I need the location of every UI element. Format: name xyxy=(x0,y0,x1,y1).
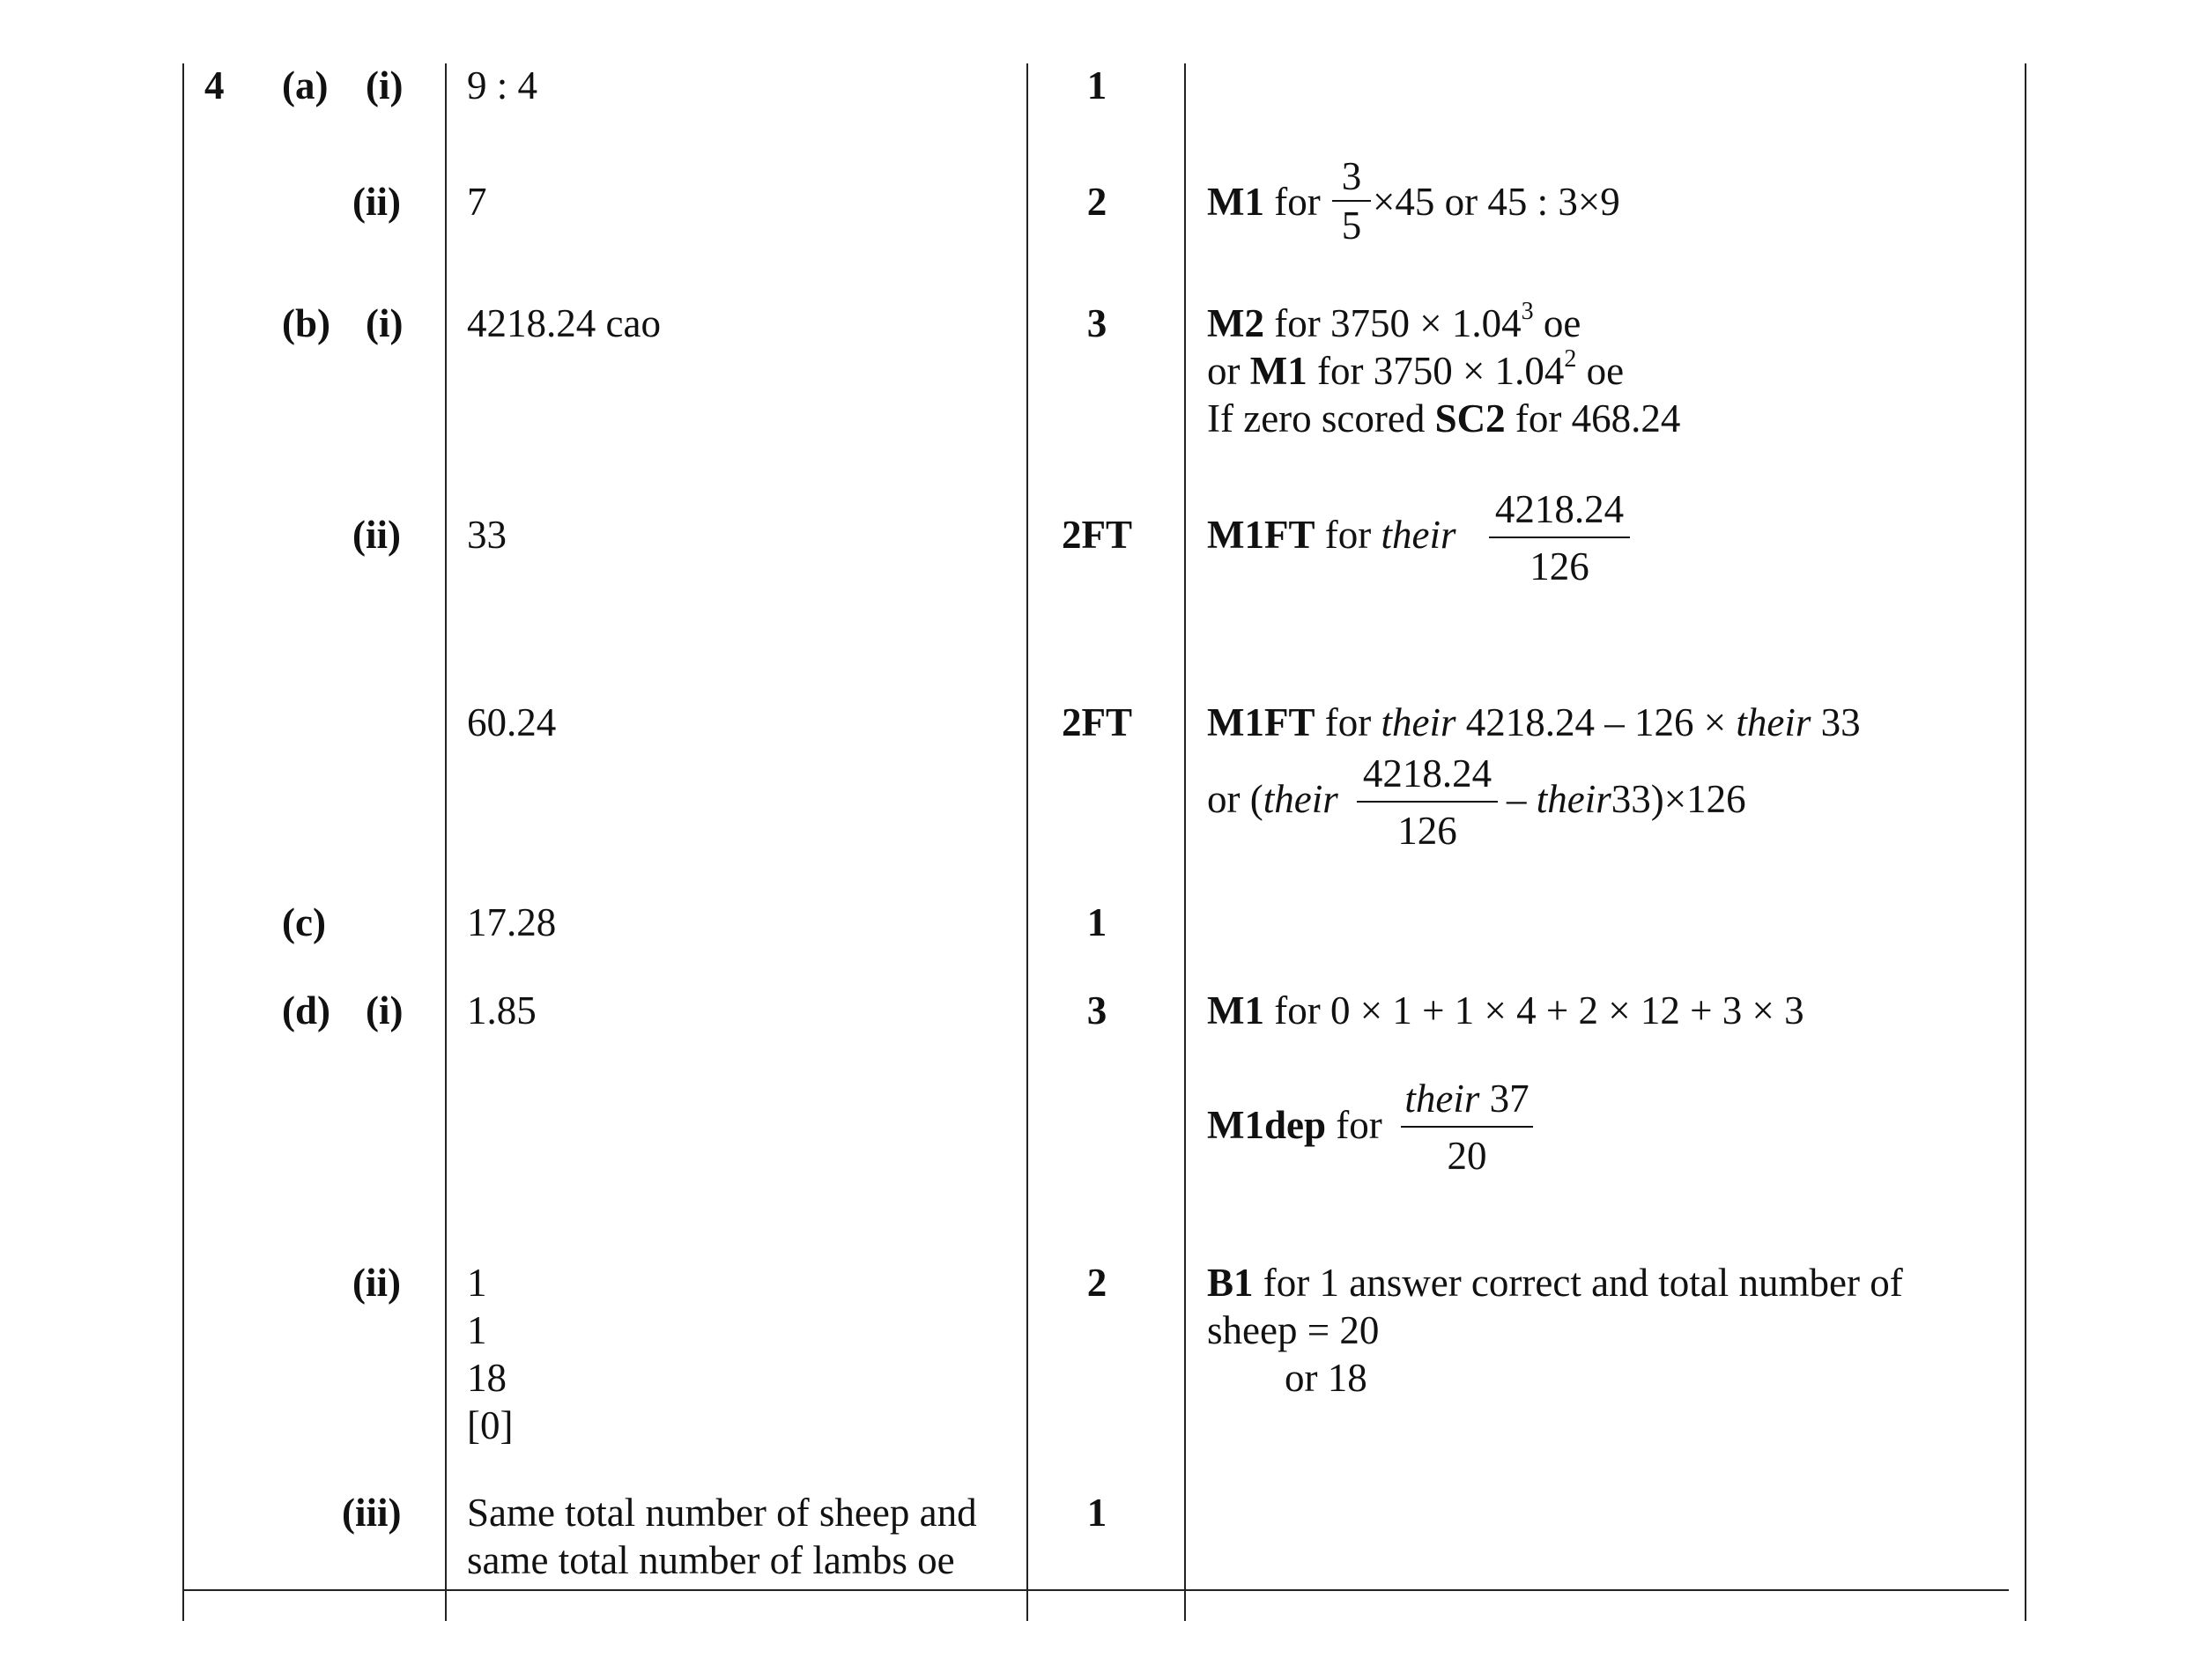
note-b-iii-line1-tail: 33 xyxy=(1811,700,1861,744)
note-b-iii-line1-their: their xyxy=(1381,700,1456,744)
fraction-their37-value: 37 xyxy=(1479,1077,1530,1121)
note-b-i-line2-or: or xyxy=(1207,349,1250,393)
note-b-iii-line2-their: their xyxy=(1263,777,1338,821)
fraction-their37-over-20-bar xyxy=(1401,1126,1533,1128)
mark-b-i: 3 xyxy=(1086,301,1107,345)
note-b-i-line1-text: for 3750 × 1.04 xyxy=(1263,301,1522,345)
fraction-4218-over-126-b-numerator: 4218.24 xyxy=(1362,751,1492,796)
fraction-their37-over-20 xyxy=(1401,1077,1533,1178)
note-b-iii-line1-their2: their xyxy=(1736,700,1811,744)
mark-a-i: 1 xyxy=(1086,63,1107,107)
note-d-i-line1-text: for 0 × 1 + 1 × 4 + 2 × 12 + 3 × 3 xyxy=(1263,988,1804,1032)
note-d-ii-line1-mark: B1 xyxy=(1207,1261,1254,1305)
mark-b-iii: 2FT xyxy=(1061,700,1132,744)
note-b-iii-line2-start xyxy=(1207,775,1338,823)
mark-b-ii: 2FT xyxy=(1061,513,1132,557)
subpart-label-b-ii: (ii) xyxy=(352,513,401,557)
mark-d-ii: 2 xyxy=(1086,1261,1107,1305)
part-label-c: (c) xyxy=(282,900,326,944)
answer-d-ii-line3: 18 xyxy=(467,1356,507,1400)
answer-a-i: 9 : 4 xyxy=(467,63,538,107)
note-b-i-line1 xyxy=(1207,300,1581,347)
note-b-i-line3-mark: SC2 xyxy=(1434,396,1506,440)
note-b-iii-line2-minus: – xyxy=(1507,777,1537,821)
fraction-4218-over-126-bar xyxy=(1489,537,1630,538)
fraction-three-fifths xyxy=(1332,154,1371,248)
part-label-b: (b) xyxy=(282,301,330,345)
note-b-i-line1-exponent: 3 xyxy=(1521,298,1534,325)
fraction-4218-over-126-b-denominator: 126 xyxy=(1397,809,1457,853)
fraction-three-fifths-denominator: 5 xyxy=(1341,204,1362,248)
subpart-label-b-i: (i) xyxy=(366,301,404,345)
subpart-label-d-ii: (ii) xyxy=(352,1261,401,1305)
table-border-right xyxy=(2025,63,2026,1621)
note-b-i-line2 xyxy=(1207,347,1624,395)
answer-b-iii: 60.24 xyxy=(467,700,557,744)
answer-d-ii-line4: [0] xyxy=(467,1403,514,1447)
note-d-i-line2-for: for xyxy=(1326,1103,1382,1147)
note-b-iii-line2-or: or ( xyxy=(1207,777,1263,821)
note-a-ii-tail: ×45 or 45 : 3×9 xyxy=(1373,180,1620,224)
answer-a-ii: 7 xyxy=(467,180,487,224)
column-divider-answer xyxy=(445,63,447,1621)
note-a-ii-for: for xyxy=(1274,180,1321,224)
note-b-i-line3-text: If zero scored xyxy=(1207,396,1435,440)
row-divider-bottom xyxy=(182,1589,2009,1591)
note-b-ii xyxy=(1207,511,1455,559)
question-number: 4 xyxy=(204,63,225,107)
fraction-4218-over-126-b xyxy=(1357,751,1498,853)
note-b-i-line2-mark: M1 xyxy=(1249,349,1307,393)
note-b-iii-line1 xyxy=(1207,699,1861,746)
column-divider-notes xyxy=(1184,63,1186,1621)
note-b-iii-line1-mark: M1FT xyxy=(1207,700,1315,744)
fraction-their37-their: their xyxy=(1404,1077,1480,1121)
note-a-ii xyxy=(1207,178,1321,226)
note-d-i-line2 xyxy=(1207,1101,1382,1149)
answer-d-iii-line1: Same total number of sheep and xyxy=(467,1491,977,1535)
note-a-ii-mark: M1 xyxy=(1207,180,1264,224)
part-label-a: (a) xyxy=(282,63,329,107)
note-b-i-line2-text: for 3750 × 1.04 xyxy=(1307,349,1565,393)
fraction-4218-over-126 xyxy=(1489,487,1630,588)
answer-c: 17.28 xyxy=(467,900,557,944)
answer-d-ii-line1: 1 xyxy=(467,1261,487,1305)
note-b-iii-line1-for: for xyxy=(1315,700,1381,744)
answer-b-i: 4218.24 cao xyxy=(467,301,661,345)
note-b-ii-their: their xyxy=(1381,513,1456,557)
note-b-iii-line2-end xyxy=(1507,775,1746,823)
answer-b-ii: 33 xyxy=(467,513,507,557)
note-d-ii-line3: or 18 xyxy=(1285,1356,1367,1400)
mark-d-iii: 1 xyxy=(1086,1491,1107,1535)
note-d-i-line2-mark: M1dep xyxy=(1207,1103,1326,1147)
subpart-label-d-i: (i) xyxy=(366,988,404,1032)
answer-d-ii-line2: 1 xyxy=(467,1308,487,1352)
subpart-label-d-iii: (iii) xyxy=(342,1491,402,1535)
mark-a-ii: 2 xyxy=(1086,180,1107,224)
note-b-ii-for: for xyxy=(1315,513,1381,557)
answer-d-i: 1.85 xyxy=(467,988,537,1032)
note-b-i-line3-tail: for 468.24 xyxy=(1505,396,1681,440)
note-d-i-line1 xyxy=(1207,987,1804,1034)
note-d-ii-line2: sheep = 20 xyxy=(1207,1308,1380,1352)
part-label-d: (d) xyxy=(282,988,330,1032)
fraction-4218-over-126-numerator: 4218.24 xyxy=(1494,487,1625,531)
note-b-iii-line2-their2: their xyxy=(1536,777,1611,821)
subpart-label-a-ii: (ii) xyxy=(352,180,401,224)
note-b-i-line1-mark: M2 xyxy=(1207,301,1264,345)
note-d-ii-line1-text: for 1 answer correct and total number of xyxy=(1253,1261,1903,1305)
mark-d-i: 3 xyxy=(1086,988,1107,1032)
note-d-ii-line1 xyxy=(1207,1259,1903,1306)
note-b-i-line3 xyxy=(1207,395,1680,442)
note-b-i-line1-oe: oe xyxy=(1533,301,1581,345)
note-b-i-line2-oe: oe xyxy=(1576,349,1625,393)
column-divider-mark xyxy=(1026,63,1028,1621)
answer-d-iii-line2: same total number of lambs oe xyxy=(467,1538,955,1582)
note-b-iii-line1-expr: 4218.24 – 126 × xyxy=(1455,700,1737,744)
note-b-ii-mark: M1FT xyxy=(1207,513,1315,557)
fraction-their37-over-20-numerator xyxy=(1401,1077,1533,1121)
note-d-i-line1-mark: M1 xyxy=(1207,988,1264,1032)
note-b-iii-line2-tail: 33)×126 xyxy=(1611,777,1746,821)
fraction-three-fifths-bar xyxy=(1332,200,1371,202)
fraction-three-fifths-numerator: 3 xyxy=(1341,154,1362,198)
fraction-4218-over-126-denominator: 126 xyxy=(1530,544,1589,588)
fraction-4218-over-126-b-bar xyxy=(1357,801,1498,803)
mark-c: 1 xyxy=(1086,900,1107,944)
subpart-label-a-i: (i) xyxy=(366,63,404,107)
table-border-left xyxy=(182,63,184,1621)
note-b-i-line2-exponent: 2 xyxy=(1564,345,1577,373)
fraction-their37-over-20-denominator: 20 xyxy=(1447,1134,1487,1178)
